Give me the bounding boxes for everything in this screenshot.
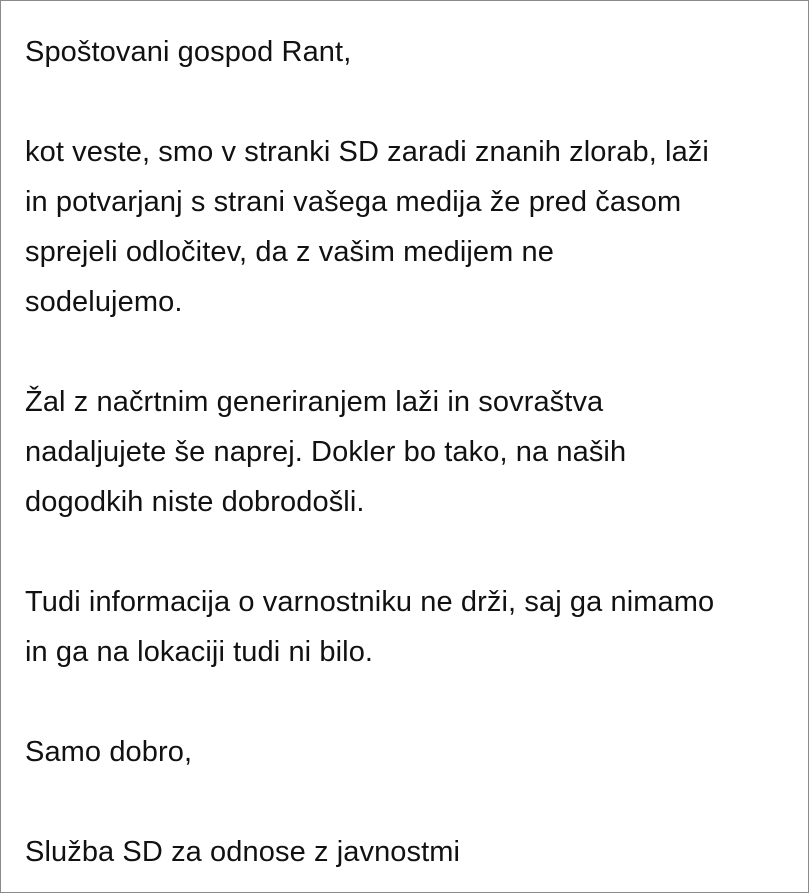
paragraph-2: Žal z načrtnim generiranjem laži in sovraštva nadaljujete še naprej. Dokler bo tako, na naših dogodkih niste dobrodošli. <box>25 386 627 518</box>
signature: Služba SD za odnose z javnostmi <box>25 836 461 868</box>
paragraph-3: Tudi informacija o varnostniku ne drži, saj ga nimamo in ga na lokaciji tudi ni bilo. <box>25 586 715 668</box>
greeting: Spoštovani gospod Rant, <box>25 36 352 68</box>
closing: Samo dobro, <box>25 736 193 768</box>
paragraph-1: kot veste, smo v stranki SD zaradi znanih zlorab, laži in potvarjanj s strani vašega medija že pred časom sprejeli odločitev, da z vašim medijem ne sodelujemo. <box>25 136 709 318</box>
